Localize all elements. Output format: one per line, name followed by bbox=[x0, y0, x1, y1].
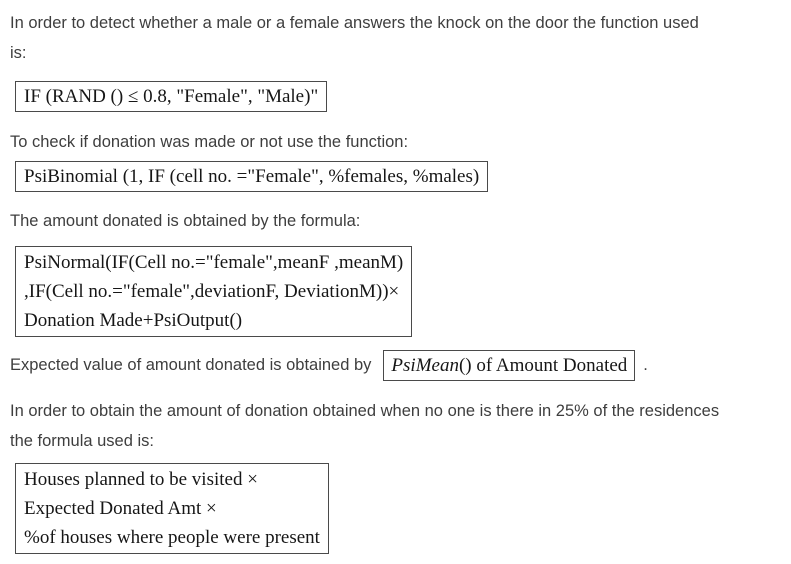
expected-value-formula-box bbox=[383, 350, 635, 381]
no-answer-formula-box bbox=[15, 463, 329, 554]
no-answer-formula-wrap bbox=[15, 463, 783, 554]
no-answer-formula-line1: Houses planned to be visited × bbox=[24, 469, 258, 491]
intro-paragraph bbox=[10, 8, 783, 68]
no-answer-formula-line3: %of houses where people were present bbox=[24, 527, 320, 549]
amount-formula-wrap bbox=[15, 246, 783, 337]
expected-value-period: . bbox=[643, 356, 648, 374]
donation-formula-wrap bbox=[15, 161, 783, 192]
psimean-function-name: PsiMean bbox=[391, 355, 459, 377]
gender-formula-box: IF (RAND () ≤ 0.8, "Female", "Male)" bbox=[15, 81, 327, 112]
no-answer-formula-line2: Expected Donated Amt × bbox=[24, 498, 217, 520]
amount-formula-box bbox=[15, 246, 412, 337]
expected-value-text: Expected value of amount donated is obtained by bbox=[10, 356, 372, 374]
no-answer-paragraph-line2: the formula used is: bbox=[10, 432, 154, 451]
amount-formula-line1: PsiNormal(IF(Cell no.="female",meanF ,meanM) bbox=[24, 252, 404, 273]
no-answer-paragraph bbox=[10, 396, 783, 456]
amount-donated-paragraph: The amount donated is obtained by the formula: bbox=[10, 212, 361, 230]
amount-formula-line2: ,IF(Cell no.="female",deviationF, DeviationM))× bbox=[24, 281, 400, 302]
gender-formula-wrap bbox=[15, 81, 783, 112]
intro-paragraph-line2: is: bbox=[10, 44, 27, 62]
psimean-function-rest: () of Amount Donated bbox=[458, 355, 628, 377]
donation-formula-box: PsiBinomial (1, IF (cell no. ="Female", %females, %males) bbox=[15, 161, 488, 192]
intro-paragraph-line1: In order to detect whether a male or a female answers the knock on the door the function used bbox=[10, 14, 699, 32]
expected-value-paragraph bbox=[10, 350, 783, 381]
amount-formula-line3: Donation Made+PsiOutput() bbox=[24, 310, 243, 331]
no-answer-paragraph-line1: In order to obtain the amount of donation obtained when no one is there in 25% of the residences bbox=[10, 402, 720, 421]
donation-check-paragraph: To check if donation was made or not use the function: bbox=[10, 133, 409, 151]
